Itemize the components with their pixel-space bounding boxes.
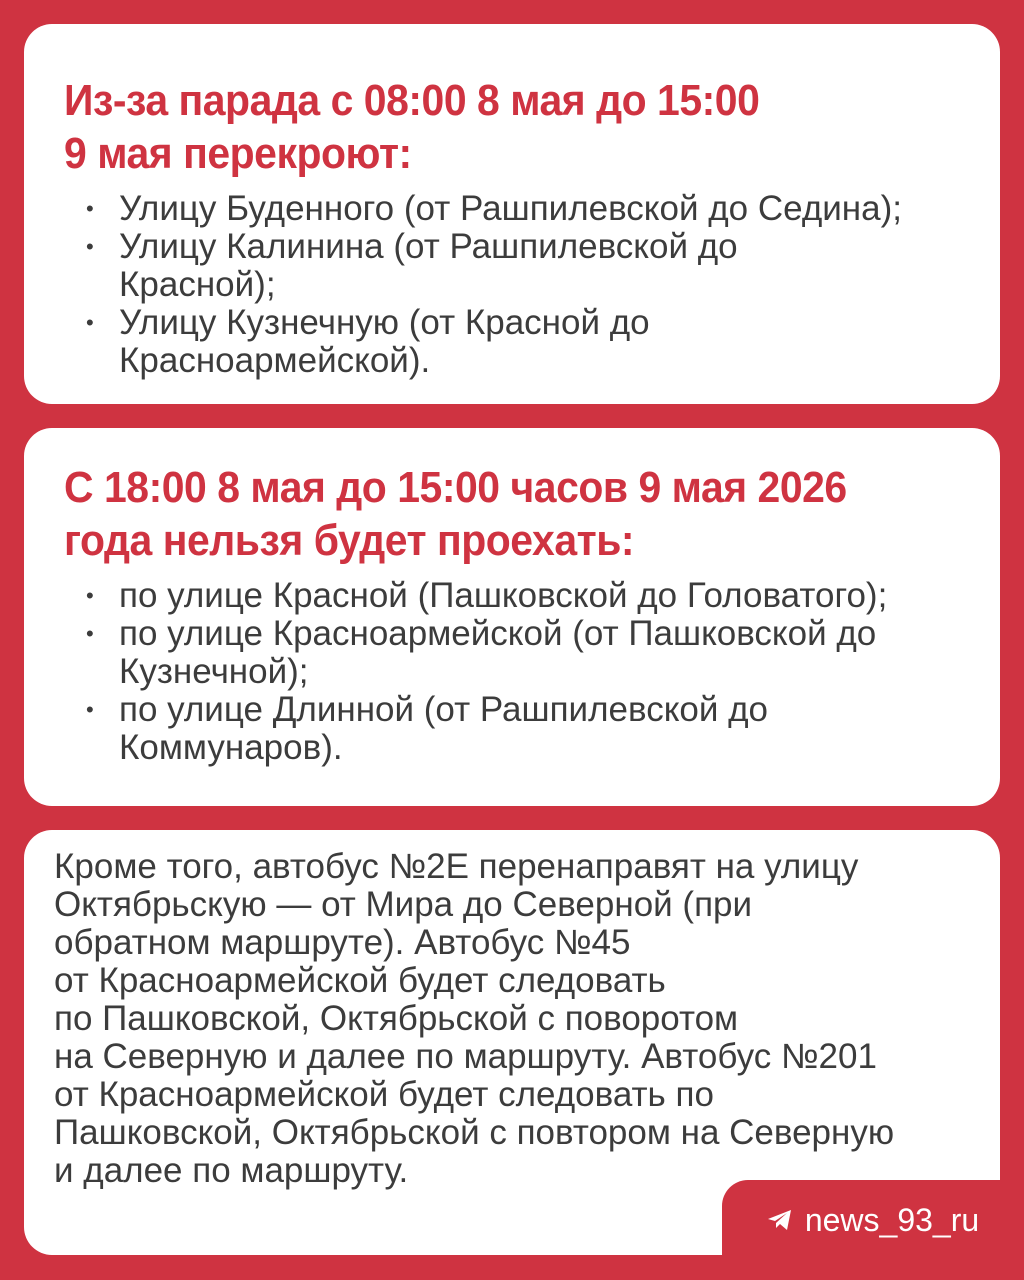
list-item: [64, 577, 960, 615]
bullet-icon: •: [86, 697, 94, 722]
list-item: [64, 190, 960, 228]
traffic-restrictions-list: [64, 577, 960, 767]
telegram-channel-tag[interactable]: [722, 1180, 1024, 1280]
traffic-restrictions-card: [24, 428, 1000, 806]
telegram-icon: [767, 1208, 793, 1232]
list-item: [64, 615, 960, 691]
bullet-icon: •: [86, 234, 94, 259]
road-closures-card: [24, 24, 1000, 404]
bullet-icon: •: [86, 621, 94, 646]
list-item-text: Улицу Калинина (от Рашпилевской до Красной);: [119, 227, 738, 304]
bullet-icon: •: [86, 196, 94, 221]
list-item-text: по улице Красноармейской (от Пашковской до Кузнечной);: [119, 614, 877, 691]
bullet-icon: •: [86, 583, 94, 608]
list-item: [64, 691, 960, 767]
telegram-channel-label[interactable]: [722, 1180, 1024, 1260]
list-item-text: по улице Длинной (от Рашпилевской до Коммунаров).: [119, 690, 769, 767]
road-closures-list: [64, 190, 960, 380]
list-item: [64, 304, 960, 380]
bus-routes-text: Кроме того, автобус №2Е перенаправят на улицу Октябрьскую — от Мира до Северной (при обратном маршруте). Автобус №45 от Красноармейской будет следовать по Пашковской, Октябрьской с поворотом на Северную и далее по маршруту. Автобус №201 от Красноармейской будет следовать по Пашковской, Октябрьской с повтором на Северную и далее по маршруту.: [54, 847, 895, 1190]
channel-handle: news_93_ru: [804, 1201, 980, 1238]
list-item-text: Улицу Кузнечную (от Красной до Красноармейской).: [119, 303, 650, 380]
bullet-icon: •: [86, 310, 94, 335]
road-closures-heading: Из-за парада с 08:00 8 мая до 15:00 9 мая перекроют:: [64, 76, 760, 178]
list-item-text: по улице Красной (Пашковской до Головатого);: [119, 576, 888, 615]
traffic-restrictions-heading: С 18:00 8 мая до 15:00 часов 9 мая 2026 года нельзя будет проехать:: [64, 463, 847, 565]
list-item-text: Улицу Буденного (от Рашпилевской до Седина);: [119, 189, 902, 228]
list-item: [64, 228, 960, 304]
